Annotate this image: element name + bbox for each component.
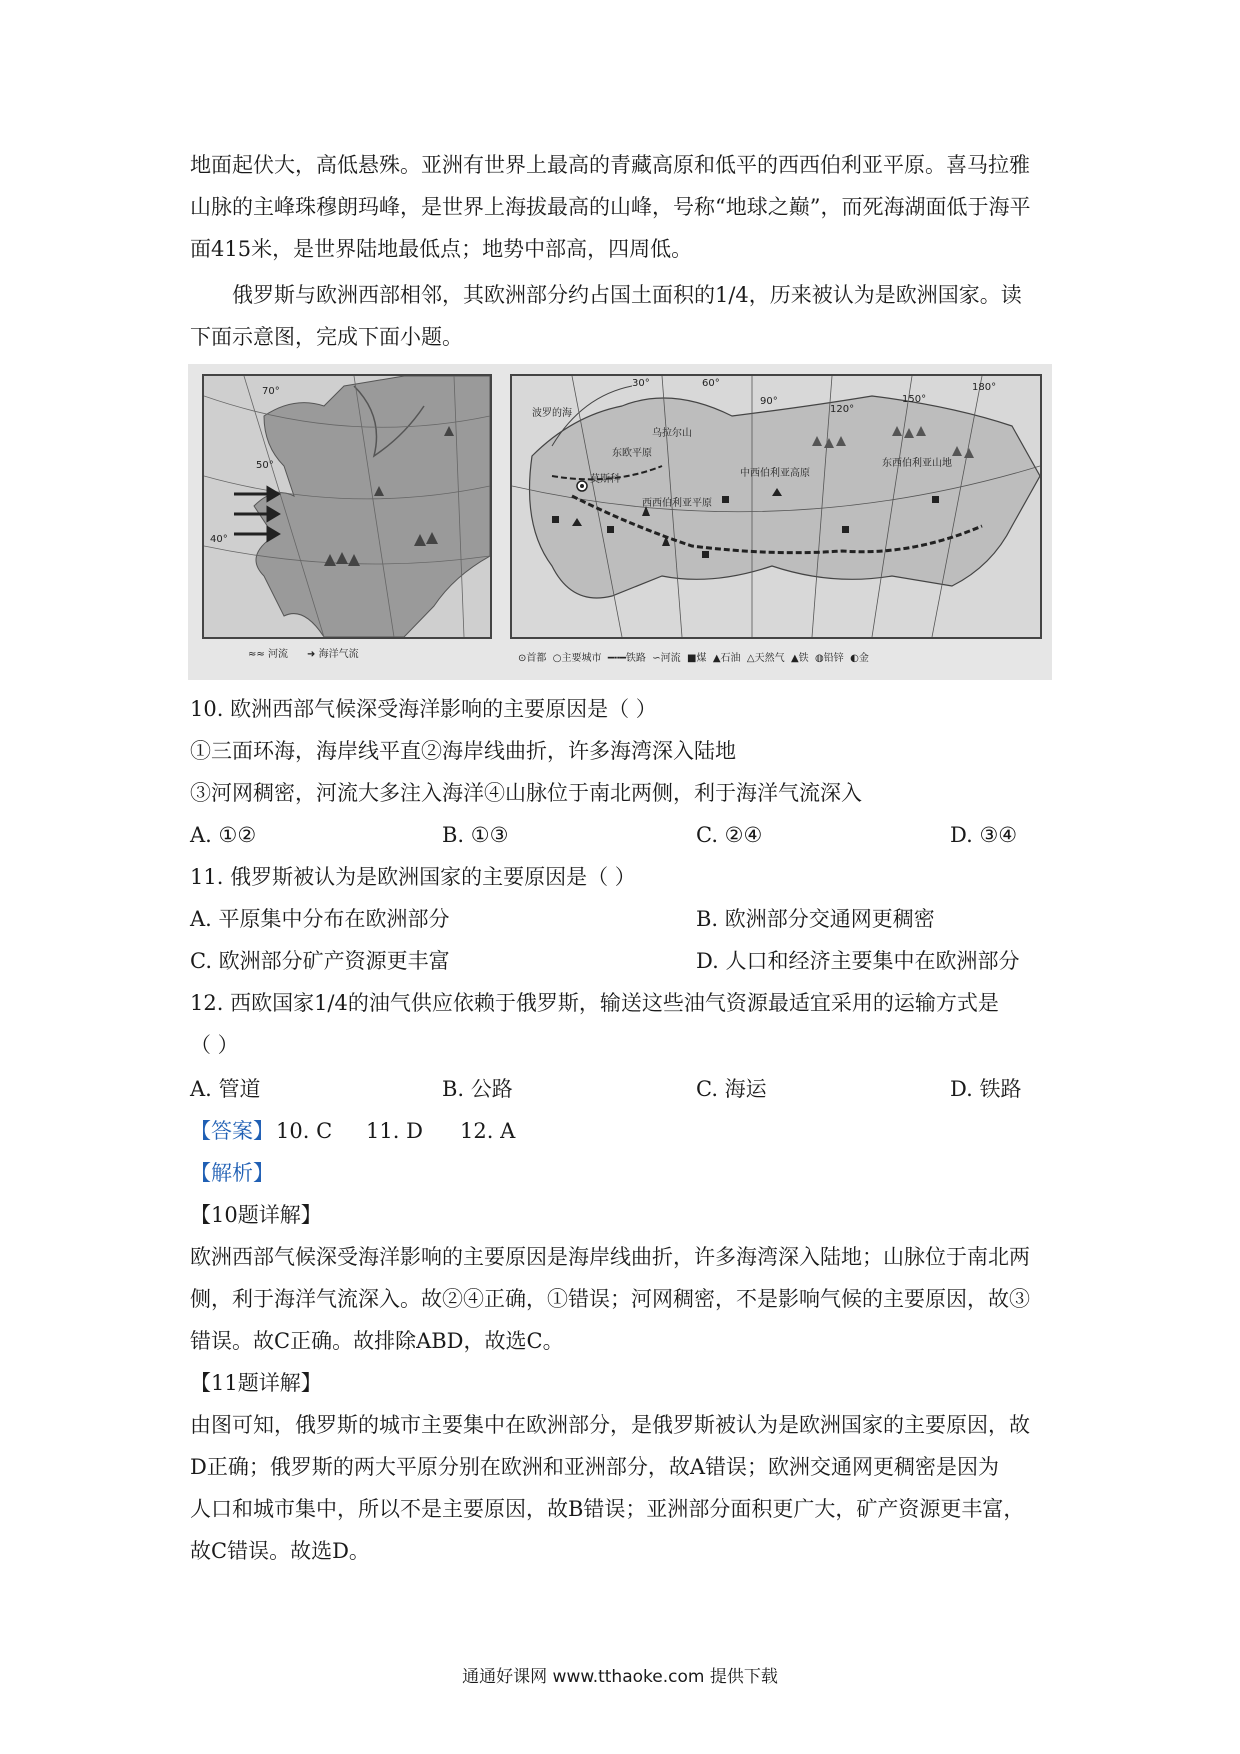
question-11-option-c: C. 欧洲部分矿产资源更丰富	[190, 949, 450, 973]
lon-label-180: 180°	[972, 382, 997, 393]
place-label-east-siberian-mountains: 东西伯利亚山地	[882, 458, 952, 469]
city-legend-icon: ○	[552, 653, 562, 664]
q11-detail-line-3: 人口和城市集中，所以不是主要原因，故B错误；亚洲部分面积更广大，矿产资源更丰富，	[190, 1497, 1025, 1521]
question-10-option-c: C. ②④	[696, 823, 763, 847]
q11-detail-line-4: 故C错误。故选D。	[190, 1539, 370, 1563]
question-11-option-b: B. 欧洲部分交通网更稠密	[696, 907, 935, 931]
question-12-option-c: C. 海运	[696, 1077, 767, 1101]
question-12-stem-cont: （ ）	[190, 1033, 239, 1057]
place-label-west-siberian-plain: 西西伯利亚平原	[642, 498, 712, 509]
question-11-option-a: A. 平原集中分布在欧洲部分	[190, 907, 450, 931]
russia-map-drawing	[512, 376, 1040, 637]
question-12-option-a: A. 管道	[190, 1077, 261, 1101]
europe-map-drawing	[204, 376, 490, 637]
q10-detail-line-3: 错误。故C正确。故排除ABD，故选C。	[190, 1329, 564, 1353]
q11-detail-heading: 【11题详解】	[190, 1371, 322, 1395]
place-label-east-european-plain: 东欧平原	[612, 448, 652, 459]
lon-label-30: 30°	[632, 378, 650, 389]
ocean-current-legend-icon: ➜	[307, 649, 316, 660]
lon-label-60: 60°	[702, 378, 720, 389]
coal-legend-icon: ■	[687, 653, 697, 664]
legend-gold-label: 金	[858, 653, 869, 664]
legend-gas-label: 天然气	[754, 653, 785, 664]
legend-iron-label: 铁	[798, 653, 809, 664]
place-label-central-siberian-plateau: 中西伯利亚高原	[740, 468, 810, 479]
answer-10: 10. C	[276, 1119, 333, 1143]
legend-river-label-2: 河流	[660, 653, 681, 664]
russia-map	[510, 374, 1042, 639]
legend-ocean-current-label: 海洋气流	[318, 649, 359, 660]
page-footer: 通通好课网 www.tthaoke.com 提供下载	[462, 1667, 778, 1687]
lat-label-50: 50°	[256, 460, 274, 471]
question-10-option-d: D. ③④	[950, 823, 1018, 847]
iron-legend-icon: ▲	[790, 653, 799, 664]
intro-line-1: 地面起伏大，高低悬殊。亚洲有世界上最高的青藏高原和低平的西西伯利亚平原。喜马拉雅	[190, 153, 1030, 177]
lat-label-40: 40°	[210, 534, 228, 545]
legend-coal-label: 煤	[696, 653, 707, 664]
answer-label: 【答案】	[190, 1119, 274, 1143]
q11-detail-line-1: 由图可知，俄罗斯的城市主要集中在欧洲部分，是俄罗斯被认为是欧洲国家的主要原因，故	[190, 1413, 1030, 1437]
question-10-statement-1: ①三面环海，海岸线平直②海岸线曲折，许多海湾深入陆地	[190, 739, 736, 763]
question-10-statement-2: ③河网稠密，河流大多注入海洋④山脉位于南北两侧，利于海洋气流深入	[190, 781, 862, 805]
railway-legend-icon: ━╍━	[607, 653, 626, 664]
stem-line-1: 俄罗斯与欧洲西部相邻，其欧洲部分约占国土面积的1/4，历来被认为是欧洲国家。读	[232, 283, 1022, 307]
legend-capital-label: 首都	[526, 653, 547, 664]
q10-detail-line-2: 侧，利于海洋气流深入。故②④正确，①错误；河网稠密，不是影响气候的主要原因，故③	[190, 1287, 1030, 1311]
question-12-option-d: D. 铁路	[950, 1077, 1022, 1101]
map-figure	[188, 364, 1052, 680]
question-11-stem: 11. 俄罗斯被认为是欧洲国家的主要原因是（ ）	[190, 865, 636, 889]
lat-label-70: 70°	[262, 386, 280, 397]
intro-line-3: 面415米，是世界陆地最低点；地势中部高，四周低。	[190, 237, 693, 261]
capital-legend-icon: ⊙	[518, 653, 527, 664]
question-10-option-a: A. ①②	[190, 823, 257, 847]
analysis-label: 【解析】	[190, 1161, 274, 1185]
answer-11: 11. D	[366, 1119, 423, 1143]
place-label-baltic: 波罗的海	[532, 408, 572, 419]
legend-city-label: 主要城市	[561, 653, 602, 664]
question-10-stem: 10. 欧洲西部气候深受海洋影响的主要原因是（ ）	[190, 697, 657, 721]
question-12-stem: 12. 西欧国家1/4的油气供应依赖于俄罗斯，输送这些油气资源最适宜采用的运输方式是	[190, 991, 999, 1015]
place-label-ural: 乌拉尔山	[652, 428, 692, 439]
lon-label-120: 120°	[830, 404, 855, 415]
lead-zinc-legend-icon: ◍	[815, 653, 824, 664]
intro-line-2: 山脉的主峰珠穆朗玛峰，是世界上海拔最高的山峰，号称“地球之巅”，而死海湖面低于海平	[190, 195, 1031, 219]
question-11-option-d: D. 人口和经济主要集中在欧洲部分	[696, 949, 1020, 973]
question-10-option-b: B. ①③	[442, 823, 509, 847]
europe-legend	[248, 648, 359, 662]
gold-legend-icon: ◐	[850, 653, 859, 664]
answer-12: 12. A	[460, 1119, 516, 1143]
place-label-moscow: 莫斯科	[590, 474, 620, 485]
lon-label-150: 150°	[902, 394, 927, 405]
river-legend-icon: ≈≈	[248, 649, 265, 660]
q10-detail-heading: 【10题详解】	[190, 1203, 322, 1227]
legend-oil-label: 石油	[720, 653, 741, 664]
russia-legend	[518, 652, 869, 666]
q10-detail-line-1: 欧洲西部气候深受海洋影响的主要原因是海岸线曲折，许多海湾深入陆地；山脉位于南北两	[190, 1245, 1030, 1269]
oil-legend-icon: ▲	[712, 653, 721, 664]
stem-line-2: 下面示意图，完成下面小题。	[190, 325, 463, 349]
legend-lead-zinc-label: 铅锌	[823, 653, 844, 664]
q11-detail-line-2: D正确；俄罗斯的两大平原分别在欧洲和亚洲部分，故A错误；欧洲交通网更稠密是因为	[190, 1455, 999, 1479]
river-legend-icon-2: ∽	[652, 653, 661, 664]
lon-label-90: 90°	[760, 396, 778, 407]
question-12-option-b: B. 公路	[442, 1077, 513, 1101]
legend-river-label: 河流	[267, 649, 288, 660]
legend-railway-label: 铁路	[625, 653, 646, 664]
gas-legend-icon: △	[746, 653, 755, 664]
europe-map	[202, 374, 492, 639]
